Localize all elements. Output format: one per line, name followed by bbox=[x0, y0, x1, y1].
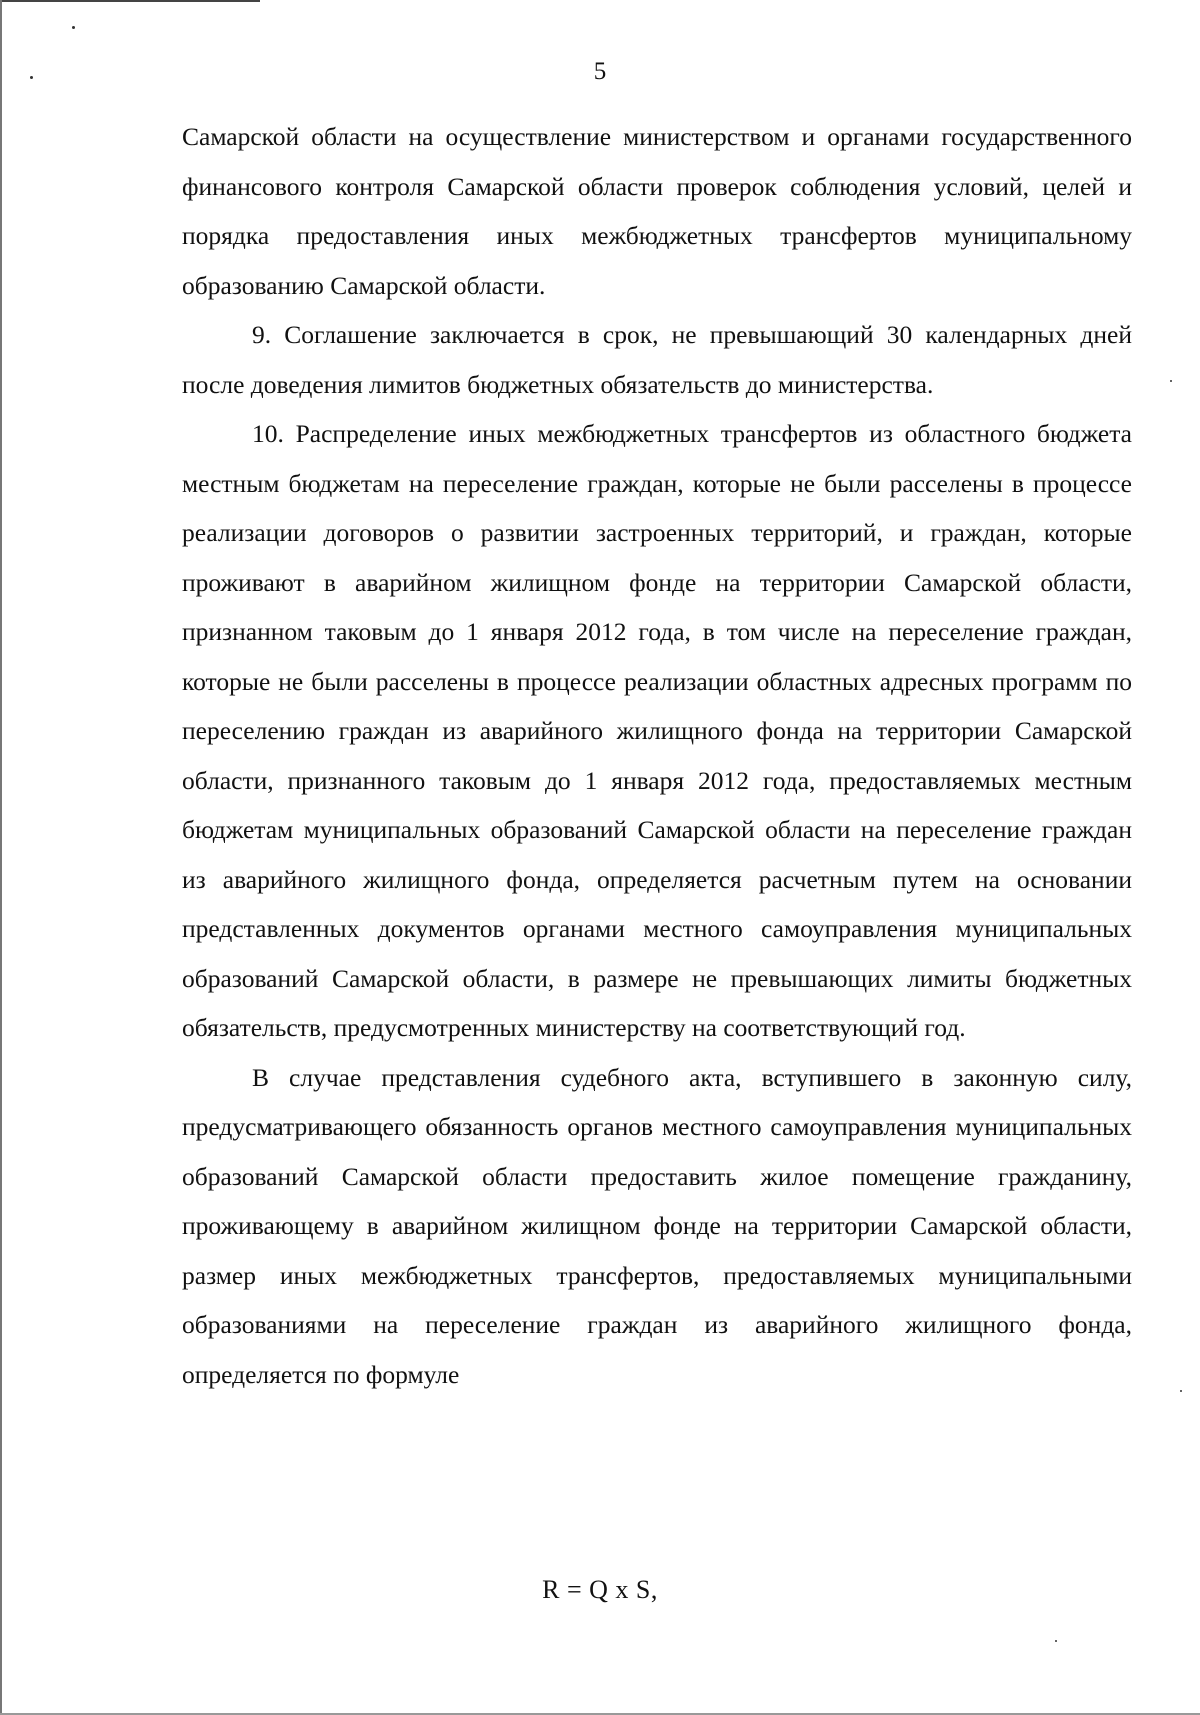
paragraph-continuation: Самарской области на осуществление министерством и органами государственного финансового контроля Самарской области проверок соблюдения условий, целей и порядка предоставления иных межбюджетных трансфертов муниципальному образованию Самарской области. bbox=[182, 122, 1132, 300]
scan-edge-left bbox=[0, 0, 2, 1715]
scan-edge-top bbox=[0, 0, 260, 2]
page-number: 5 bbox=[593, 58, 607, 85]
scan-speck bbox=[1180, 1390, 1182, 1392]
document-body bbox=[182, 112, 1132, 1399]
scan-speck bbox=[1170, 380, 1172, 382]
paragraph-court-act: В случае представления судебного акта, вступившего в законную силу, предусматривающего обязанность органов местного самоуправления муниципальных образований Самарской области предоставить жилое помещение гражданину, проживающему в аварийном жилищном фонде на территории Самарской области, размер иных межбюджетных трансфертов, предоставляемых муниципальными образованиями на переселение граждан из аварийного жилищного фонда, определяется по формуле bbox=[182, 1062, 1132, 1389]
formula: R = Q x S, bbox=[542, 1575, 658, 1604]
paragraph-10: 10. Распределение иных межбюджетных трансфертов из областного бюджета местным бюджетам на переселение граждан, которые не были расселены в процессе реализации договоров о развитии застроенных территорий, и граждан, которые проживают в аварийном жилищном фонде на территории Самарской области, признанном таковым до 1 января 2012 года, в том числе на переселение граждан, которые не были расселены в процессе реализации областных адресных программ по переселению граждан из аварийного жилищного фонда на территории Самарской области, признанного таковым до 1 января 2012 года, предоставляемых местным бюджетам муниципальных образований Самарской области на переселение граждан из аварийного жилищного фонда, определяется расчетным путем на основании представленных документов органами местного самоуправления муниципальных образований Самарской области, в размере не превышающих лимиты бюджетных обязательств, предусмотренных министерству на соответствующий год. bbox=[182, 419, 1132, 1042]
paragraph-9: 9. Соглашение заключается в срок, не превышающий 30 календарных дней после доведения лимитов бюджетных обязательств до министерства. bbox=[182, 320, 1132, 399]
scan-speck bbox=[1055, 1640, 1057, 1642]
scan-speck bbox=[72, 26, 75, 29]
